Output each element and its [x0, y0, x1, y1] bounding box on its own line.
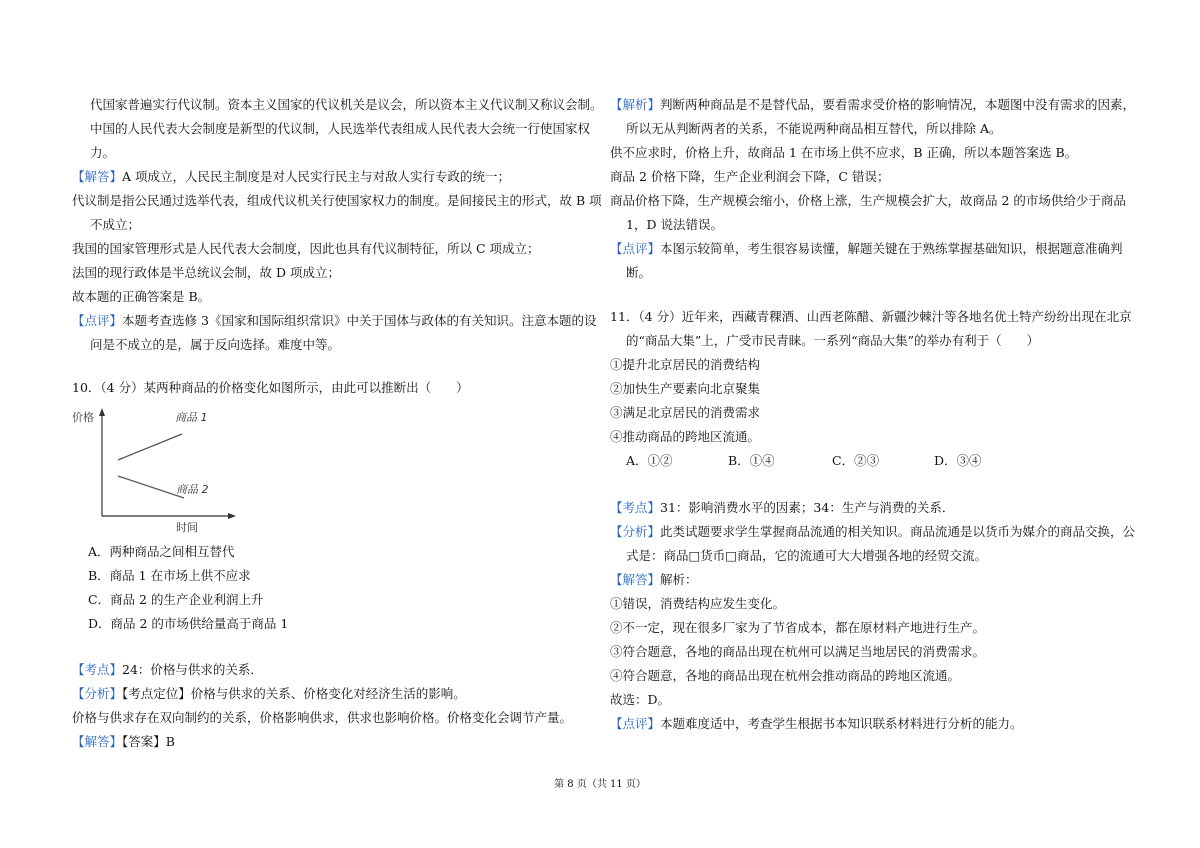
jiexi-tag: 【解析】 [610, 97, 661, 112]
jieda-tag: 【解答】 [72, 169, 123, 184]
text-span: A 项成立，人民民主制度是对人民实行民主与对敌人实行专政的统一； [122, 169, 511, 184]
text-line: 我国的国家管理形式是人民代表大会制度，因此也具有代议制特征，所以 C 项成立； [72, 241, 540, 256]
text-line: 所以无从判断两者的关系，不能说两种商品相互替代，所以排除 A。 [626, 121, 1002, 136]
fenxi-paragraph [72, 686, 466, 702]
text-span: 本题难度适中，考查学生根据书本知识联系材料进行分析的能力。 [660, 716, 1023, 731]
text-line: 中国的人民代表大会制度是新型的代议制，人民选举代表组成人民代表大会统一行使国家权 [90, 121, 591, 136]
question-11-stem: 11．（4 分）近年来，西藏青稞酒、山西老陈醋、新疆沙棘汁等各地名优土特产纷纷出现在北京 [610, 309, 1132, 324]
text-line: 供不应求时，价格上升，故商品 1 在市场上供不应求，B 正确，所以本题答案选 B。 [610, 145, 1078, 160]
dianping-tag: 【点评】 [610, 716, 661, 731]
answer-paragraph [72, 169, 510, 185]
text-line: 商品价格下降，生产规模会缩小，价格上涨，生产规模会扩大，故商品 2 的市场供给少于商品 [610, 193, 1126, 208]
text-line: 1，D 说法错误。 [626, 217, 723, 232]
comment-paragraph [610, 241, 1123, 257]
option-b: B．①④ [728, 453, 775, 468]
text-line: 故选：D。 [610, 692, 671, 707]
price-time-figure [72, 404, 252, 542]
y-axis-label: 价格 [72, 411, 94, 424]
fenxi-tag: 【分析】 [72, 686, 123, 701]
text-line: 力。 [90, 145, 116, 160]
fenxi-paragraph [610, 524, 1135, 540]
text-line: 代国家普遍实行代议制。资本主义国家的代议机关是议会，所以资本主义代议制又称议会制。 [90, 97, 603, 112]
text-span: 本题考查选修 3《国家和国际组织常识》中关于国体与政体的有关知识。注意本题的设 [122, 313, 597, 328]
answer-paragraph [72, 734, 175, 750]
x-axis-arrow [228, 513, 236, 519]
text-line: 不成立； [90, 217, 141, 232]
text-line: 式是：商品□货币□商品，它的流通可大大增强各地的经贸交流。 [626, 548, 988, 563]
statement-2: ②加快生产要素向北京聚集 [610, 381, 761, 396]
text-line: 价格与供求存在双向制约的关系，价格影响供求，供求也影响价格。价格变化会调节产量。 [72, 710, 573, 725]
option-d: D．商品 2 的市场供给量高于商品 1 [88, 616, 289, 631]
statement-3: ③满足北京居民的消费需求 [610, 405, 761, 420]
text-line: ④符合题意，各地的商品出现在杭州会推动商品的跨地区流通。 [610, 668, 961, 683]
question-10-stem: 10．（4 分）某两种商品的价格变化如图所示，由此可以推断出（ ） [72, 380, 469, 395]
text-span: 此类试题要求学生掌握商品流通的相关知识。商品流通是以货币为媒介的商品交换，公 [660, 524, 1136, 539]
kaodian-paragraph [72, 662, 263, 678]
x-axis-label: 时间 [176, 521, 198, 534]
text-line: 问是不成立的是，属于反向选择。难度中等。 [90, 337, 341, 352]
dianping-tag: 【点评】 [610, 241, 661, 256]
comment-paragraph [610, 716, 1023, 732]
fenxi-tag: 【分析】 [610, 524, 661, 539]
text-line: ①错误，消费结构应发生变化。 [610, 596, 786, 611]
text-line: ③符合题意，各地的商品出现在杭州可以满足当地居民的消费需求。 [610, 644, 986, 659]
text-line: 商品 2 价格下降，生产企业利润会下降，C 错误； [610, 169, 890, 184]
option-a: A．①② [626, 453, 673, 468]
y-axis-arrow [99, 408, 105, 416]
kaodian-tag: 【考点】 [72, 662, 123, 677]
text-span: 31：影响消费水平的因素；34：生产与消费的关系． [660, 500, 955, 515]
text-line: 的“商品大集”上，广受市民青睐。一系列“商品大集”的举办有利于（ ） [626, 333, 1040, 348]
option-c: C．②③ [832, 453, 880, 468]
text-span: 24：价格与供求的关系． [122, 662, 263, 677]
jieda-tag: 【解答】 [610, 572, 661, 587]
series-2-label: 商品 2 [176, 483, 209, 496]
text-line: ②不一定，现在很多厂家为了节省成本，都在原材料产地进行生产。 [610, 620, 986, 635]
text-span: 解析： [660, 572, 698, 587]
text-line: 故本题的正确答案是 B。 [72, 289, 211, 304]
text-span: 判断两种商品是不是替代品，要看需求受价格的影响情况，本题图中没有需求的因素， [660, 97, 1136, 112]
statement-1: ①提升北京居民的消费结构 [610, 357, 761, 372]
option-b: B．商品 1 在市场上供不应求 [88, 568, 251, 583]
option-c: C．商品 2 的生产企业利润上升 [88, 592, 264, 607]
text-span: 【答案】B [122, 734, 175, 749]
text-line: 断。 [626, 265, 652, 280]
jiexi-paragraph [610, 97, 1135, 113]
option-a: A．两种商品之间相互替代 [88, 544, 235, 559]
answer-paragraph [610, 572, 698, 588]
text-line: 代议制是指公民通过选举代表，组成代议机关行使国家权力的制度。是间接民主的形式，故 B 项 [72, 193, 602, 208]
text-line: 法国的现行政体是半总统议会制，故 D 项成立； [72, 265, 340, 280]
option-d: D．③④ [934, 453, 982, 468]
dianping-tag: 【点评】 [72, 313, 123, 328]
kaodian-paragraph [610, 500, 954, 516]
text-span: 本图示较简单，考生很容易读懂，解题关键在于熟练掌握基础知识，根据题意准确判 [660, 241, 1123, 256]
statement-4: ④推动商品的跨地区流通。 [610, 429, 761, 444]
series-2-line [118, 476, 184, 498]
figure-svg [72, 404, 252, 542]
kaodian-tag: 【考点】 [610, 500, 661, 515]
series-1-label: 商品 1 [175, 411, 208, 424]
text-span: 【考点定位】价格与供求的关系、价格变化对经济生活的影响。 [122, 686, 466, 701]
comment-paragraph [72, 313, 596, 329]
page-footer: 第 8 页（共 11 页） [554, 779, 646, 790]
series-1-line [118, 434, 182, 460]
jieda-tag: 【解答】 [72, 734, 123, 749]
